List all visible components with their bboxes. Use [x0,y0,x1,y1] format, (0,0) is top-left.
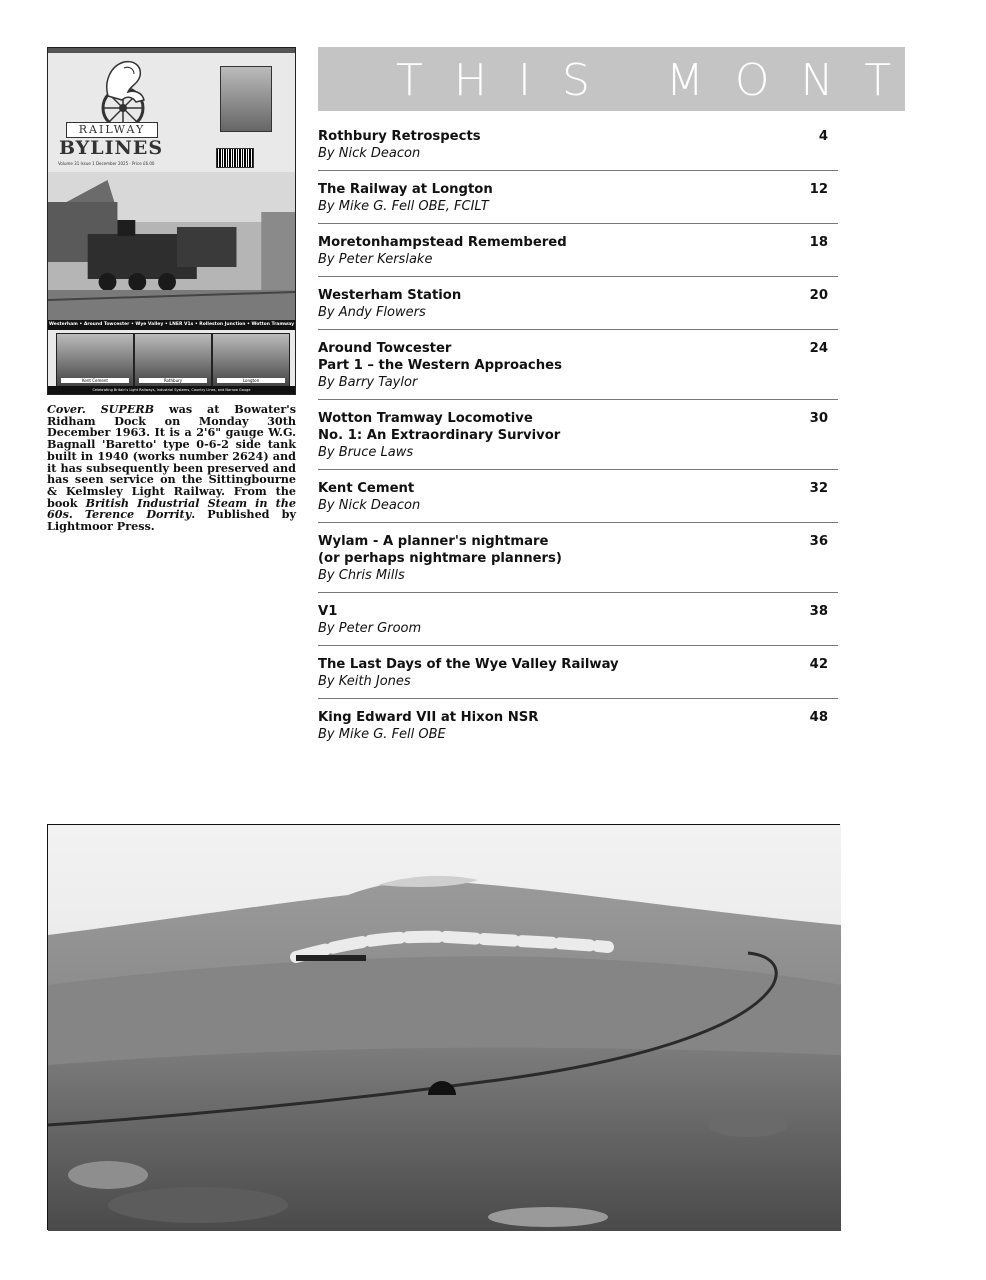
cover-contents-band: Westerham • Around Towcester • Wye Valley • LNER V1s • Rolleston Junction • Wotton Tramway [48,320,295,330]
cover-thumb-1 [56,333,134,387]
toc-entry [318,128,838,171]
toc-entry [318,410,838,470]
toc-entry-author: By Mike G. Fell OBE [318,727,446,742]
toc-entry-page: 32 [809,481,828,496]
toc-entry-title: The Last Days of the Wye Valley Railway [318,657,619,672]
toc-entry-page: 38 [809,604,828,619]
cover-thumb-label: Longton [217,378,285,383]
toc-entry [318,533,838,593]
toc-entry-page: 48 [809,710,828,725]
toc-entry [318,480,838,523]
cover-thumb-2 [134,333,212,387]
cover-barcode [216,148,254,168]
cover-thumb-label: Rothbury [139,378,207,383]
cover-thumb-3 [212,333,290,387]
cover-thumb-label: Kent Cement [61,378,129,383]
toc-entry [318,287,838,330]
toc-entry-page: 18 [809,235,828,250]
toc-entry-author: By Peter Kerslake [318,252,433,267]
moorland-landscape [48,825,841,1231]
toc-entry-title: Part 1 – the Western Approaches [318,358,562,373]
toc-entry-title: The Railway at Longton [318,182,493,197]
toc-entry-page: 36 [809,534,828,549]
cover-caption [47,404,296,533]
caption-body: was at Bowater's Ridham Dock on Monday 30th December 1963. It is a 2'6" gauge W.G. Bagnall 'Baretto' type 0-6-2 side tank built in 1940 (works number 2624) and it has subsequently been preserved and has seen service on the Sittingbourne & Kelmsley Light Railway. From the book [47,402,297,510]
toc-entry-author: By Mike G. Fell OBE, FCILT [318,199,489,214]
toc-entry-title: (or perhaps nightmare planners) [318,551,562,566]
toc-entry-title: Westerham Station [318,288,462,303]
toc-entry [318,603,838,646]
toc-entry-title: V1 [318,604,338,619]
toc-entry-title: Around Towcester [318,341,452,356]
lion-wheel-emblem [78,56,168,126]
cover-logo-bylines: BYLINES [58,137,164,159]
toc-entry [318,234,838,277]
toc-entry-page: 30 [809,411,828,426]
magazine-cover [47,47,296,395]
toc-entry-author: By Chris Mills [318,568,405,583]
caption-book: British Industrial Steam in the 60s. Terence Dorrity [47,495,296,522]
cover-top-strip [48,48,295,53]
toc-entry-title: Rothbury Retrospects [318,129,481,144]
toc-entry-title: Moretonhampstead Remembered [318,235,567,250]
toc-entry-page: 4 [818,129,828,144]
toc-entry-author: By Bruce Laws [318,445,414,460]
banner-title: THIS MONTH [396,55,986,106]
toc-entry-author: By Nick Deacon [318,498,421,513]
toc-entry-title: Wylam - A planner's nightmare [318,534,549,549]
contents-list [318,128,838,761]
this-month-banner [318,47,986,111]
toc-entry-page: 24 [809,341,828,356]
toc-entry-author: By Keith Jones [318,674,411,689]
toc-entry-author: By Barry Taylor [318,375,418,390]
toc-entry-author: By Peter Groom [318,621,422,636]
toc-entry-title: Kent Cement [318,481,415,496]
toc-entry-author: By Andy Flowers [318,305,426,320]
toc-entry-title: King Edward VII at Hixon NSR [318,710,539,725]
moorland-railway-photo [47,824,840,1230]
cover-issue-line: Volume 31 Issue 1 December 2025 · Price £6.00 [58,161,155,166]
caption-tail: . Published by Lightmoor Press. [47,507,296,534]
toc-entry-title: No. 1: An Extraordinary Survivor [318,428,561,443]
toc-entry-title: Wotton Tramway Locomotive [318,411,533,426]
toc-entry [318,709,838,751]
toc-entry-author: By Nick Deacon [318,146,421,161]
toc-entry [318,340,838,400]
cover-logo-railway: RAILWAY [66,122,158,138]
toc-entry-page: 42 [809,657,828,672]
toc-entry [318,656,838,699]
cover-footer-tagline: Celebrating Britain's Light Railways, Industrial Systems, Country Lines, and Narrow Gauge [48,386,295,394]
toc-entry-page: 12 [809,182,828,197]
toc-entry [318,181,838,224]
cover-main-photo [48,172,295,320]
cover-inset-magazine [220,66,272,132]
toc-entry-page: 20 [809,288,828,303]
caption-lead: Cover. SUPERB [47,402,155,416]
